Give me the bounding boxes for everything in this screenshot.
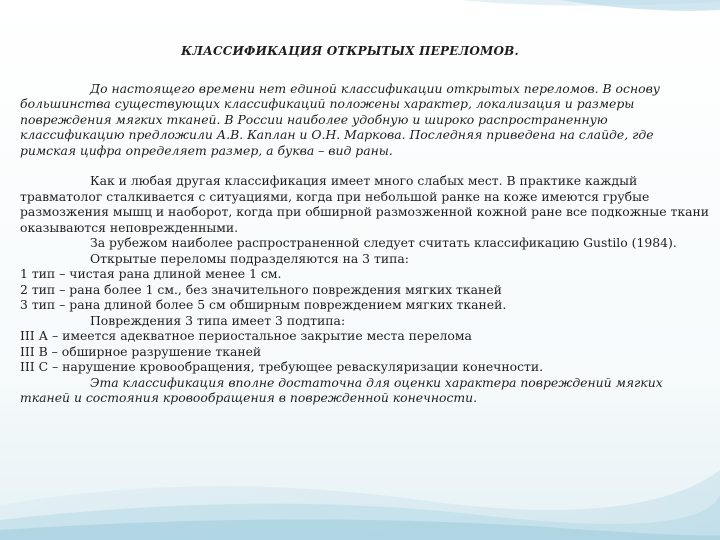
type-1-item: 1 тип – чистая рана длиной менее 1 см.	[20, 266, 282, 281]
weakness-paragraph: Как и любая другая классификация имеет много слабых мест. В практике каждый травматолог сталкивается с ситуациями, когда при небольшой ранке на коже имеются грубые размозжения мышц и наоборот, когда при обширной размозженной кожной ране все подкожные ткани оказываются неповрежденными.	[20, 173, 710, 235]
subtypes-intro: Повреждения 3 типа имеет 3 подтипа:	[90, 312, 346, 328]
type-2-item: 2 тип – рана более 1 см., без значительного повреждения мягких тканей	[20, 281, 502, 297]
subtype-b-item: III В – обширное разрушение тканей	[20, 343, 262, 359]
gustilo-paragraph: За рубежом наиболее распространенной следует считать классификацию Gustilo (1984).	[90, 235, 677, 250]
type-3-item: 3 тип – рана длиной более 5 см обширным повреждением мягких тканей.	[20, 297, 507, 312]
types-intro: Открытые переломы подразделяются на 3 типа:	[90, 250, 409, 266]
subtype-a-item: III А – имеется адекватное периостальное закрытие места перелома	[20, 328, 472, 343]
intro-paragraph: До настоящего времени нет единой классификации открытых переломов. В основу большинства существующих классификаций положены характер, локализация и размеры повреждения мягких тканей. В России наиболее удобную и широко распространенную классификацию предложили А.В. Каплан и О.Н. Маркова. Последняя приведена на слайде, где римская цифра определяет размер, а буква – вид раны.	[20, 80, 660, 158]
document-body	[20, 44, 710, 406]
subtype-c-item: III С – нарушение кровообращения, требующее реваскуляризации конечности.	[20, 359, 544, 374]
conclusion-paragraph: Эта классификация вполне достаточна для оценки характера повреждений мягких тканей и состояния кровообращения в поврежденной конечности.	[20, 374, 663, 405]
paragraph-gap	[20, 158, 710, 173]
document-title: КЛАССИФИКАЦИЯ ОТКРЫТЫХ ПЕРЕЛОМОВ.	[181, 44, 519, 58]
